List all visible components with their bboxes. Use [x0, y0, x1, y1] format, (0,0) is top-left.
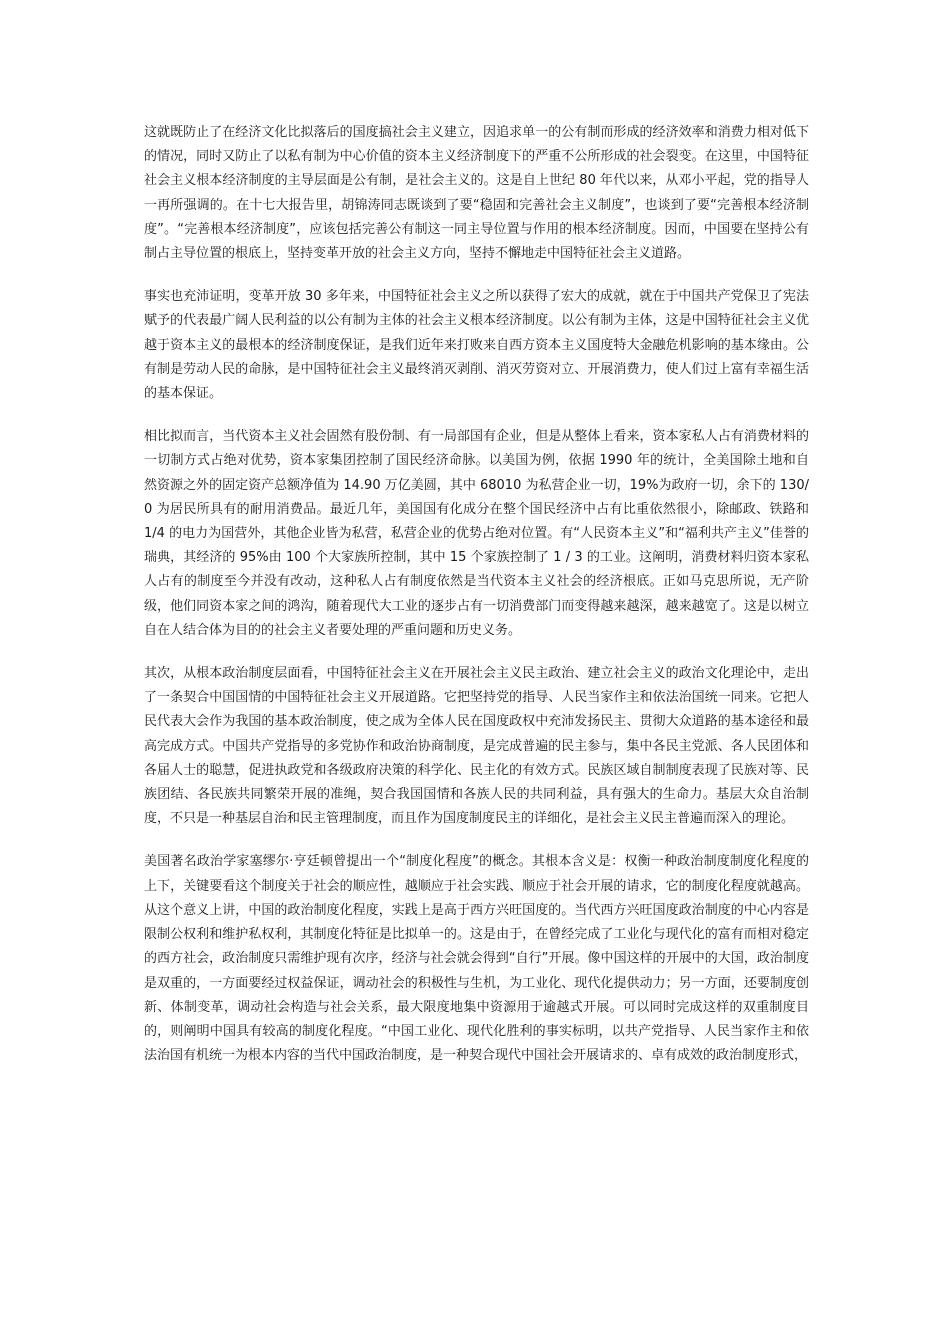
paragraph-2: 事实也充沛证明，变革开放 30 多年来，中国特征社会主义之所以获得了宏大的成就，就在于中国共产党保卫了宪法赋予的代表最广阔人民利益的以公有制为主体的社会主义根本经济制度。以公有制为主体，这是中国特征社会主义优越于资本主义的最根本的经济制度保证，是我们近年来打败来自西方资本主义国度特大金融危机影响的基本缘由。公有制是劳动人民的命脉，是中国特征社会主义最终消灭剥削、消灭劳资对立、开展消费力，使人们过上富有幸福生活的基本保证。: [144, 289, 809, 402]
paragraph-4: 其次，从根本政治制度层面看，中国特征社会主义在开展社会主义民主政治、建立社会主义的政治文化理论中，走出了一条契合中国国情的中国特征社会主义开展道路。它把坚持党的指导、人民当家作主和依法治国统一同来。它把人民代表大会作为我国的基本政治制度，使之成为全体人民在国度政权中充沛发扬民主、贯彻大众道路的基本途径和最高完成方式。中国共产党指导的多党协作和政治协商制度，是完成普遍的民主参与，集中各民主党派、各人民团体和各届人士的聪慧，促进执政党和各级政府决策的科学化、民主化的有效方式。民族区域自制制度表现了民族对等、民族团结、各民族共同繁荣开展的准绳，契合我国国情和各族人民的共同利益，具有强大的生命力。基层大众自治制度，不只是一种基层自治和民主管理制度，而且作为国度制度民主的详细化，是社会主义民主普遍而深入的理论。: [144, 666, 809, 827]
paragraph-1: 这就既防止了在经济文化比拟落后的国度搞社会主义建立，因追求单一的公有制而形成的经济效率和消费力相对低下的情况，同时又防止了以私有制为中心价值的资本主义经济制度下的严重不公所形成的社会裂变。在这里，中国特征社会主义根本经济制度的主导层面是公有制，是社会主义的。这是自上世纪 80 年代以来，从邓小平起，党的指导人一再所强调的。在十七大报告里，胡锦涛同志既谈到了要“稳固和完善社会主义制度”，也谈到了要“完善根本经济制度”。“完善根本经济制度”，应该包括完善公有制这一同主导位置与作用的根本经济制度。因而，中国要在坚持公有制占主导位置的根底上，坚持变革开放的社会主义方向，坚持不懈地走中国特征社会主义道路。: [144, 125, 809, 262]
paragraph-3: 相比拟而言，当代资本主义社会固然有股份制、有一局部国有企业，但是从整体上看来，资本家私人占有消费材料的一切制方式占绝对优势，资本家集团控制了国民经济命脉。以美国为例，依据 1990 年的统计，全美国除土地和自然资源之外的固定资产总额净值为 14.90 万亿美圆，其中 68010 为私营企业一切，19%为政府一切，余下的 130/0 为居民所具有的耐用消费品。最近几年，美国国有化成分在整个国民经济中占有比重依然很小，除邮政、铁路和 1/4 的电力为国营外，其他企业皆为私营，私营企业的优势占绝对位置。有“人民资本主义”和“福利共产主义”佳誉的瑞典，其经济的 95%由 100 个大家族所控制，其中 15 个家族控制了 1 / 3 的工业。这阐明，消费材料归资本家私人占有的制度至今并没有改动，这种私人占有制度依然是当代资本主义社会的经济根底。正如马克思所说，无产阶级，他们同资本家之间的鸿沟，随着现代大工业的逐步占有一切消费部门而变得越来越深，越来越宽了。这是以树立自在人结合体为目的的社会主义者要处理的严重问题和历史义务。: [144, 429, 809, 638]
paragraph-5: 美国著名政治学家塞缪尔·亨廷顿曾提出一个“制度化程度”的概念。其根本含义是：权衡一种政治制度制度化程度的上下，关键要看这个制度关于社会的顺应性，越顺应于社会实践、顺应于社会开展的请求，它的制度化程度就越高。从这个意义上讲，中国的政治制度化程度，实践上是高于西方兴旺国度的。当代西方兴旺国度政治制度的中心内容是限制公权利和维护私权利，其制度化特征是比拟单一的。这是由于，在曾经完成了工业化与现代化的富有而相对稳定的西方社会，政治制度只需维护现有次序，经济与社会就会得到“自行”开展。像中国这样的开展中的大国，政治制度是双重的，一方面要经过权益保证，调动社会的积极性与生机，为工业化、现代化提供动力；另一方面，还要制度创新、体制变革，调动社会构造与社会关系，最大限度地集中资源用于逾越式开展。可以同时完成这样的双重制度目的，则阐明中国具有较高的制度化程度。“中国工业化、现代化胜利的事实标明，以共产党指导、人民当家作主和依法治国有机统一为根本内容的当代中国政治制度，是一种契合现代中国社会开展请求的、卓有成效的政治制度形式，: [144, 854, 809, 1064]
document-body: [144, 121, 809, 1068]
